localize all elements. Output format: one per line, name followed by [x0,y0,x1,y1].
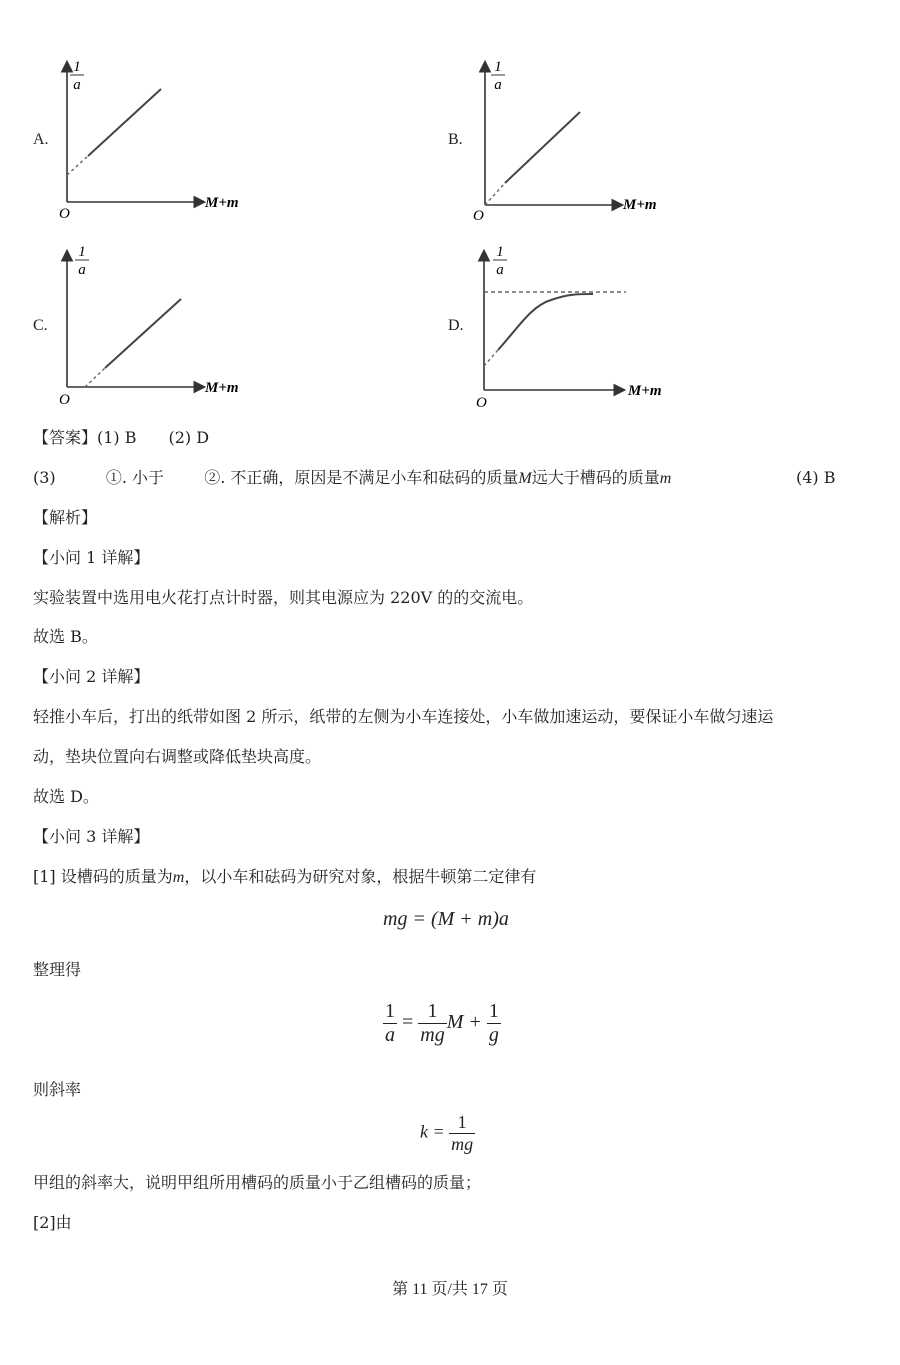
graph-d-x-label: M+m [628,383,662,399]
analysis-p3a-pre: [1] 设槽码的质量为 [33,867,173,886]
eq2-mid-frac: $\frac{1}{mg}$ [420,1000,445,1046]
graph-c [55,240,265,410]
analysis-p3e: [2]由 [33,1213,72,1232]
graph-a-extrapolation [67,156,88,175]
option-b-label: B. [448,131,463,148]
graph-b-line [505,112,580,183]
graph-b-y-den: a [494,77,502,93]
equation-1: mg = (M + m)a [383,908,509,930]
answer-q3-part1: ①. 小于 [105,468,165,487]
graph-d-origin: O [476,395,487,411]
graph-c-origin: O [59,392,70,408]
graph-a-x-label: M+m [205,195,239,211]
analysis-p2c: 故选 D。 [33,787,99,806]
graph-d-y-num: 1 [496,244,504,260]
graph-a-y-den: a [73,77,81,93]
graph-a-origin: O [59,206,70,222]
graph-a [55,55,265,225]
option-d-label: D. [448,317,464,334]
graph-a-line [88,89,161,156]
equation-3 [420,1112,475,1155]
graph-d [473,240,688,415]
graph-c-extrapolation [85,368,105,387]
graph-b-extrapolation [485,183,505,205]
answer-q3-M: M [518,470,532,487]
graph-c-line [105,299,181,368]
analysis-p3c: 则斜率 [33,1080,82,1099]
equation-2: $\frac{1}{a}$ = $\frac{1}{mg}$ M + $\frac{1}{g}$ [385,1000,499,1046]
graph-c-x-label: M+m [205,380,239,396]
analysis-sub-1: 【小问 1 详解】 [33,548,150,567]
graph-b-x-label: M+m [623,197,657,213]
graph-d-y-den: a [496,262,504,278]
graph-b-origin: O [473,208,484,224]
option-c-label: C. [33,317,48,334]
analysis-p2a: 轻推小车后，打出的纸带如图 2 所示，纸带的左侧为小车连接处，小车做加速运动，要保证小车做匀速运 [33,707,774,726]
analysis-sub-3: 【小问 3 详解】 [33,827,150,846]
analysis-p1: 实验装置中选用电火花打点计时器，则其电源应为 220V 的的交流电。 [33,588,534,607]
graph-c-y-num: 1 [78,244,86,260]
analysis-p3d: 甲组的斜率大，说明甲组所用槽码的质量小于乙组槽码的质量； [33,1173,482,1192]
answer-q3-part3: 远大于槽码的质量 [531,468,660,487]
eq2-mid-var: M + [446,1011,482,1034]
eq2-rhs-frac: $\frac{1}{g}$ [488,1000,499,1046]
analysis-heading: 【解析】 [33,508,98,527]
graph-b-y-num: 1 [494,59,502,75]
answer-line-1: 【答案】(1) B (2) D [33,428,210,447]
analysis-p1b: 故选 B。 [33,627,98,646]
graph-a-y-num: 1 [73,59,81,75]
answer-q4: (4) B [796,468,836,487]
eq3-lhs: k = [420,1121,445,1142]
eq2-lhs-frac: $\frac{1}{a}$ [385,1000,395,1046]
graph-d-curve [498,294,593,350]
analysis-p3a-m: m [172,869,185,886]
answer-q3-part2: ②. 不正确，原因是不满足小车和砝码的质量 [204,468,519,487]
analysis-sub-2: 【小问 2 详解】 [33,667,150,686]
analysis-p3a-post: ，以小车和砝码为研究对象，根据牛顿第二定律有 [184,867,537,886]
analysis-p2b: 动，垫块位置向右调整或降低垫块高度。 [33,747,322,766]
answer-q3-label: (3) [33,468,56,487]
page-footer: 第 11 页/共 17 页 [392,1281,508,1298]
option-a-label: A. [33,131,49,148]
graph-d-extrapolation [484,350,498,366]
eq3-frac: $\frac{1}{mg}$ [451,1112,474,1154]
analysis-p3b: 整理得 [33,960,82,979]
graph-b [473,55,683,225]
answer-q3-m: m [659,470,672,487]
graph-c-y-den: a [78,262,86,278]
answer-line-2 [33,468,671,489]
analysis-p3a [33,867,536,888]
